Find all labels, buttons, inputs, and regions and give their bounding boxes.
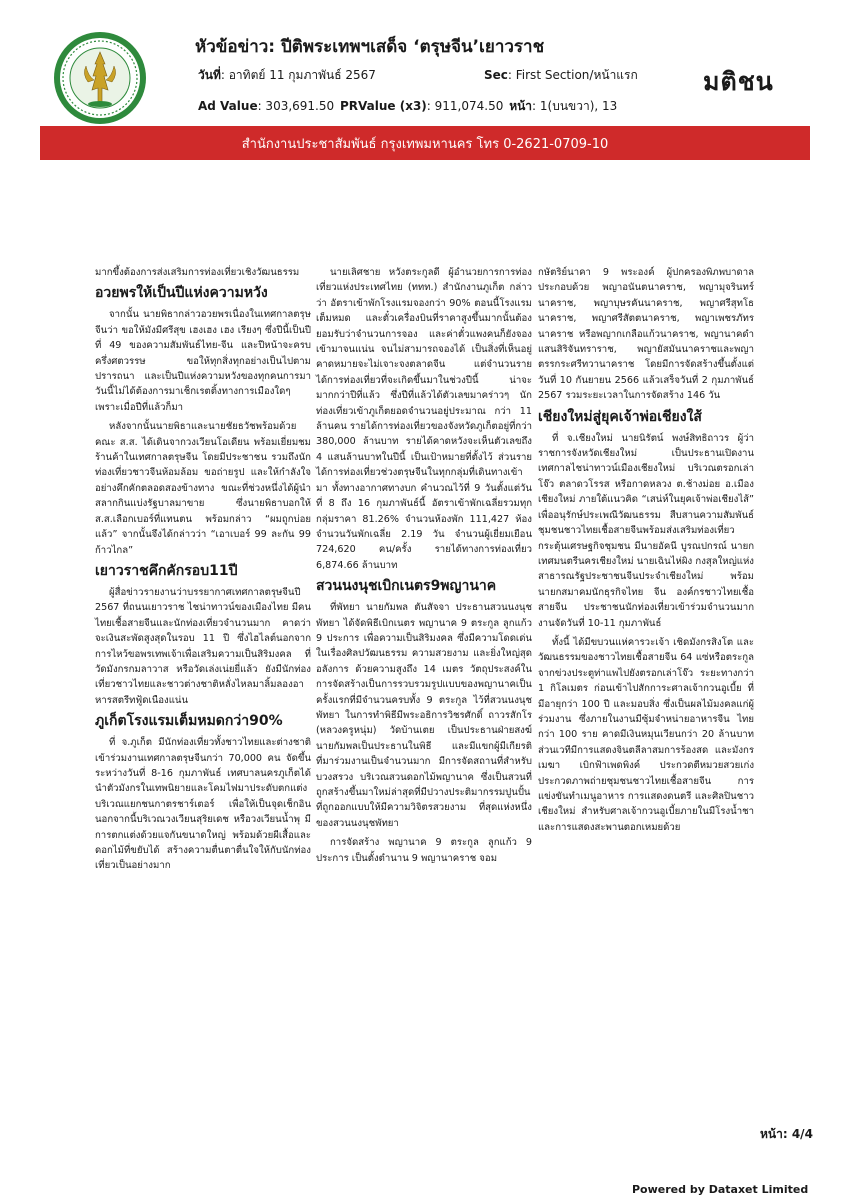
section-line [484, 66, 638, 85]
page-number [760, 1125, 813, 1144]
paragraph: ที่พัทยา นายกัมพล ตันสัจจา ประธานสวนนงนุชพัทยา ได้จัดพิธีเบิกเนตร พญานาค 9 ตระกูล ลูกแก้ว 9 ประการ เพื่อความเป็นสิริมงคล ซึ่งมีความโดดเด่นในเรื่องศิลปวัฒนธรรม ความสวยงาม และยิ่งใหญ่สุดอลังการ ด้วยความสูงถึง 14 เมตร วัตถุประสงค์ในการจัดสร้างเป็นการรวบรวมรูปแบบของพญานาคเป็นครั้งแรกที่มีจำนวนครบทั้ง 9 ตระกูล ไว้ที่สวนนงนุชพัทยา ในการทำพิธีมีพระอธิการวิชรศักดิ์ ถาวรสักโร (หลวงครูหนุ่ม) วัดบ้านเตย เป็นประธานฝ่ายสงฆ์ นายกัมพลเป็นประธานในพิธี และมีแขกผู้มีเกียรติที่มาร่วมงานเป็นจำนวนมาก มีการจัดสถานที่สำหรับบวงสรวง บริเวณสวนดอกไม้พญานาค ซึ่งเป็นสวนที่ถูกสร้างขึ้นมาใหม่ล่าสุดที่มีปวางประติมากรรมปูนปั้น ที่ถูกออกแบบให้มีความวิจิตรสวยงาม ที่สุดแห่งหนึ่งของสวนนงนุชพัทยา [316, 602, 532, 829]
subheading: ภูเก็ตโรงแรมเต็มหมดกว่า90% [95, 713, 283, 730]
paragraph: หลังจากนั้นนายพิธาและนายชัยธวัชพร้อมด้วยคณะ ส.ส. ได้เดินจากวงเวียนโอเดียน พร้อมเยี่ยมชมร้านค้าในเทศกาลตรุษจีน โดยมีประชาชน รวมถึงนักท่องเที่ยวชาวจีนห้อมล้อม ขอถ่ายรูป และให้กำลังใจอย่างคึกคักตลอดสองข้างทาง ขณะที่ช่วงหนึ่งได้ผู้นำสลากกินแบ่งรัฐบาลมาขาย ซึ่งนายพิธาบอกให้ ส.ส.เลือกเบอร์ที่แทนตน พร้อมกล่าว “ผมถูกบ่อยแล้ว” จากนั้นจึงได้กล่าวว่า “เอาเบอร์ 99 ละกัน 99 ก้าวไกล” [95, 421, 311, 556]
subheading: เยาวราชคึกคักรอบ11ปี [95, 562, 238, 579]
page-value: : 1(บนขวา), 13 [532, 99, 618, 113]
paragraph: ที่ จ.เชียงใหม่ นายนิรัตน์ พงษ์สิทธิถาวร ผู้ว่าราชการจังหวัดเชียงใหม่ เป็นประธานเปิดงานเทศกาลไชน่าทาวน์เมืองเชียงใหม่ บริเวณตรอกเล่าโจ๊ว ตลาดวโรรส หรือกาดหลวง ต.ช้างม่อย อ.เมืองเชียงใหม่ ภายใต้แนวคิด “เสน่ห์ในยุคเจ้าพ่อเชียงไส้” เพื่ออนุรักษ์ประเพณีวัฒนธรรม สืบสานความสัมพันธ์ชุมชนชาวไทยเชื้อสายจีนพร้อมส่งเสริมท่องเที่ยว กระตุ้นเศรษฐกิจชุมชน มีนายอัคนี บูรณปกรณ์ นายกเทศมนตรีนครเชียงใหม่ นายเฉินไห่ผิง กงสุลใหญ่แห่งสาธารณรัฐประชาชนจีนประจำเชียงใหม่ พร้อม นายกสมาคมนักธุรกิจไทย จีน องค์กรชาวไทยเชื้อสายจีน ประชาชนนักท่องเที่ยวเข้าร่วมจำนวนมาก งานจัดวันที่ 10-11 กุมภาพันธ์ [538, 432, 754, 629]
paragraph: ที่ จ.ภูเก็ต มีนักท่องเที่ยวทั้งชาวไทยและต่างชาติเข้าร่วมงานเทศกาลตรุษจีนกว่า 70,000 คน จัดขึ้นระหว่างวันที่ 8-16 กุมภาพันธ์ เทศบาลนครภูเก็ตได้นำตัวมังกรในเทพนิยายและโคมไฟมาประดับตกแต่งบริเวณแยกชนกาตรชาร์เตอร์ เพื่อให้เป็นจุดเช็กอิน นอกจากนี้บริเวณวงเวียนสุริยเดช หรือวงเวียนน้ำพุ มีการตกแต่งด้วยแจกันขนาดใหญ่ พร้อมด้วยผีเสื้อและดอกไม้ที่ขยับได้ สร้างความตื่นตาตื่นใจให้กับนักท่องเที่ยวเป็นอย่างมาก [95, 737, 311, 872]
ad-value-label: Ad Value [198, 99, 258, 113]
page-number-label: หน้า [760, 1127, 783, 1141]
value-line [198, 97, 619, 116]
paragraph: นายเลิศชาย หวังตระกูลดี ผู้อำนวยการการท่องเที่ยวแห่งประเทศไทย (ททท.) สำนักงานภูเก็ต กล่าวว่า อัตราเข้าพักโรงแรมจองกว่า 90% ตอนนี้โรงแรมเต็มหมด และตั๋วเครื่องบินที่ราคาสูงขึ้นมากนั้นต้องยอมรับว่าจำนวนการจอง และค่าตั๋วแพงคนก็ยังจองเข้ามาจนแน่น จนไม่สามารถจองได้ เป็นสิ่งที่เห็นอยู่ คาดหมายจะไม่เจาะจงตลาดจีน แต่จำนวนรายได้การท่องเที่ยวที่จะเกิดขึ้นมาในช่วงปีนี้ น่าจะมากกว่าปีที่แล้ว ซึ่งปีที่แล้วได้ตัวเลขมาคร่าวๆ นักท่องเที่ยวเข้าภูเก็ตยอดจำนวนอยู่ประมาณ กว่า 11 ล้านคน รายได้การท่องเที่ยวของจังหวัดภูเก็ตอยู่ที่กว่า 380,000 ล้านบาท รายได้คาดหวังจะเห็นตัวเลขถึง 4 แสนล้านบาทในปีนี้ เป็นเป้าหมายที่ตั้งไว้ ส่วนรายได้การท่องเที่ยวช่วงตรุษจีนในทุกกลุ่มที่เดินทางเข้ามา ทั้งทางอากาศทางบก คำนวณไว้ที่ 9 วันตั้งแต่วันที่ 8 ถึง 16 กุมภาพันธ์นี้ อัตราเข้าพักเฉลี่ยรวมทุกกลุ่มราคา 81.26% จำนวนห้องพัก 111,427 ห้อง จำนวนวันพักเฉลี่ย 2.19 วัน จำนวนผู้เยี่ยมเยือน 724,620 คน/ครั้ง รายได้ทางการท่องเที่ยว 6,874.66 ล้านบาท [316, 267, 532, 571]
bangkok-seal-logo [52, 30, 148, 126]
paragraph: ผู้สื่อข่าวรายงานว่าบรรยากาศเทศกาลตรุษจีนปี 2567 ที่ถนนเยาวราช ไชน่าทาวน์ของเมืองไทย มีคนไทยเชื้อสายจีนและนักท่องเที่ยวจำนวนมาก คาดว่าจะเงินสะพัดสูงสุดในรอบ 11 ปี ซึ่งไฮไลต์นอกจากการไหว้ขอพรเทพเจ้าเพื่อเสริมความเป็นสิริมงคล ที่วัดมังกรกมลาวาส หรือวัดเล่งเน่ยยี่แล้ว ยังมีนักท่องเที่ยวชาวไทยและชาวต่างชาติหลั่งไหลมาลิ้มลองอาหารสตรีทฟู้ดเนืองแน่น [95, 586, 311, 706]
subheading: เชียงใหม่สู่ยุคเจ้าพ่อเชียงใส้ [538, 408, 702, 425]
paragraph: จากนั้น นายพิธากล่าวอวยพรเนื่องในเทศกาลตรุษจีนว่า ขอให้มังมีศรีสุข เฮงเฮง เฮง เรียงๆ ซึ่งปีนี้เป็นปีที่ 49 ของความสัมพันธ์ไทย-จีน และปีหน้าจะครบครึ่งศตวรรษ ขอให้ทุกสิ่งทุกอย่างเป็นไปตามปรารถนา และเป็นปีแห่งความหวังของทุกคนการมาวันนี้ไม่ได้ต้องการมาเช็กเรตติ้งทางการเมืองใดๆ เพราะเมื่อปีที่แล้วก็มา [95, 309, 311, 413]
ad-value: : 303,691.50 [257, 99, 335, 113]
date-value: : อาทิตย์ 11 กุมภาพันธ์ 2567 [220, 68, 376, 82]
date-label: วันที่ [198, 68, 221, 82]
article-column-1 [95, 265, 311, 874]
pr-value-label: PRValue (x3) [339, 99, 427, 113]
paragraph: ทั้งนี้ ได้มีขบวนแห่คารวะเจ้า เชิดมังกรสิงโต และวัฒนธรรมของชาวไทยเชื้อสายจีน 64 แซ่หรือตระกูล จากข่วงประตูท่าแพไปยังตรอกเล่าโจ๊ว ระยะทางกว่า 1 กิโลเมตร ก่อนเข้าไปสักการะศาลเจ้ากวนอูเบี้ย ที่มีอายุกว่า 100 ปี และมอบสิ่ง ซึ่งเป็นผลไม้มงคลแก่ผู้ร่วมงาน ซึ่งภายในงานมีซุ้มจำหน่ายอาหารจีน ไทยกว่า 100 ราย คาดมีเงินหมุนเวียนกว่า 20 ล้านบาท ส่วนเวทีมีการแสดงจินตลีลาสมการร้องสด และมังกรเมฆา เบิกฟ้าเพดพิงค์ ประกวดตีหมวยสวยเก่ง ประกวดภาพถ่ายชุมชนชาวไทยเชื้อสายจีน การแข่งขันทำเมนูอาหาร การแสดงดนตรี และศิลปินชาวเชียงใหม่ สำหรับศาลเจ้ากวนอูเบี้ยภายในมีโรงน้ำชาและการแสดงสะพานตอกเหมยด้วย [538, 636, 754, 833]
pr-value: : 911,074.50 [426, 99, 504, 113]
page-label: หน้า [509, 99, 533, 113]
paragraph: การจัดสร้าง พญานาค 9 ตระกูล ลูกแก้ว 9 ประการ เป็นตั้งตำนาน 9 พญานาคราช จอม [316, 837, 532, 864]
article-column-3 [538, 265, 754, 835]
section-label: Sec [484, 68, 508, 82]
page-number-value: : 4/4 [782, 1127, 813, 1141]
section-value: : First Section/หน้าแรก [507, 68, 638, 82]
agency-banner: สำนักงานประชาสัมพันธ์ กรุงเทพมหานคร โทร 0-2621-0709-10 [40, 126, 810, 160]
newspaper-brand: มติชน [703, 67, 774, 96]
subheading: สวนนงนุชเบิกเนตร9พญานาค [316, 578, 497, 595]
headline: หัวข้อข่าว: ปีติพระเทพฯเสด็จ ‘ตรุษจีน’เยาวราช [195, 37, 545, 57]
article-column-2 [316, 265, 532, 866]
subheading: อวยพรให้เป็นปีแห่งความหวัง [95, 285, 268, 302]
powered-by: Powered by Dataxet Limited [632, 1183, 809, 1196]
date-line [198, 66, 376, 85]
paragraph: มากขึ้งต้องการส่งเสริมการท่องเที่ยวเชิงวัฒนธรรม [95, 267, 300, 278]
paragraph: กษัตริย์นาคา 9 พระองค์ ผู้ปกครองพิภพบาดาล ประกอบด้วย พญาอนันตนาคราช, พญามุจรินทร์นาคราช, พญาบุษรคันนาคราช, พญาศรีสุทโธนาคราช, พญาศรีสัตตนาคราช, พญาเพชรภัทรนาคราช หรือพญากเกลือแก้วนาคราช, พญานาคดำแสนสิริจันทราราช, พญายัสมันนาคราชและพญาตรรกระศรีทวานาคราช โดยมีการจัดสร้างขึ้นตั้งแต่วันที่ 10 กันยายน 2566 แล้วเสร็จวันที่ 2 กุมภาพันธ์ 2567 รวมระยะเวลาในการจัดสร้าง 146 วัน [538, 267, 754, 402]
